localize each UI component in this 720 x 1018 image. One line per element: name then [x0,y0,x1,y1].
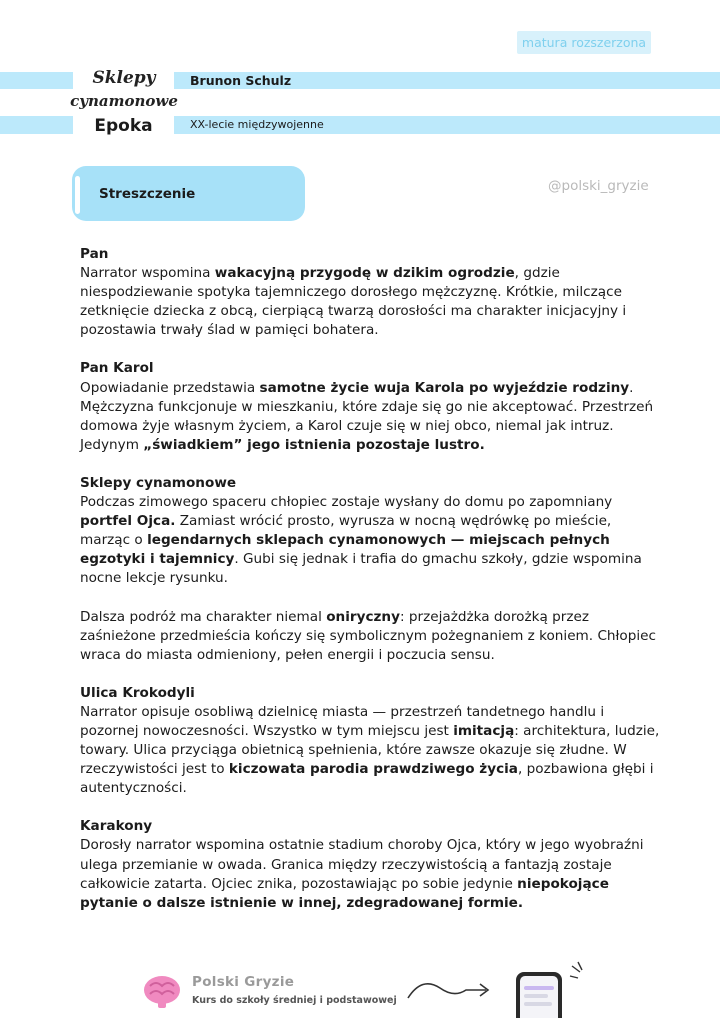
section-title: Karakony [80,818,153,835]
phone-icon [498,958,608,1018]
summary-section [80,817,660,912]
social-handle: @polski_gryzie [548,178,649,194]
title-logo [70,64,178,114]
footer-brand: Polski Gryzie [192,974,295,990]
section-text [80,703,660,798]
section-title: Pan [80,246,109,262]
summary-section [80,245,660,340]
plain-text: Narrator opisuje osobliwą dzielnicę miasta — przestrzeń tandetnego handlu i pozornej nowoczesności. Wszystko w tym miejscu jest [80,703,605,739]
summary-section [80,684,660,799]
plain-text: Zamiast wrócić prosto, wyrusza w nocną wędrówkę po mieście, marząc o [80,513,612,549]
plain-text: Dalsza podróż ma charakter niemal [80,608,327,625]
plain-text: : architektura, ludzie, towary. Ulica przyciąga obietnicą spełnienia, które zawsze okazuje się złudne. W rzeczywistości jest to [80,722,660,778]
section-title: Ulica Krokodyli [80,684,195,701]
brain-icon [140,972,184,1010]
tab-label: Streszczenie [99,186,196,202]
section-text [80,379,660,455]
emphasis-text: imitacją [453,722,515,739]
emphasis-text: samotne życie wuja Karola po wyjeździe rodziny [259,379,630,396]
svg-text:Sklepy: Sklepy [92,68,156,88]
summary-section [80,359,660,454]
emphasis-text: legendarnych sklepach cynamonowych — miejscach pełnych egzotyki i tajemnicy [80,532,610,568]
svg-text:cynamonowe: cynamonowe [70,92,178,110]
summary-section [80,608,660,665]
section-title: Pan Karol [80,360,154,377]
plain-text: Dorosły narrator wspomina ostatnie stadium choroby Ojca, który w jego wyobraźni ulega przemianie w owada. Granica między rzeczywistością a fantazją zostaje całkowicie zatarta. Ojciec znika, pozostawiając po sobie jedynie [80,837,644,892]
summary-section [80,474,660,589]
emphasis-text: portfel Ojca. [80,513,176,530]
section-text [80,493,660,588]
summary-content [80,245,660,932]
emphasis-text: wakacyjną przygodę w dzikim ogrodzie [214,265,515,282]
section-text [80,264,660,340]
epoka-label: Epoka [94,116,153,136]
section-text [80,836,660,912]
plain-text: Narrator wspomina [80,265,215,282]
author-name: Brunon Schulz [190,73,292,88]
plain-text: : przejażdżka dorożką przez zaśnieżone przedmieścia kończy się symbolicznym pożegnaniem z koniem. Chłopiec wraca do miasta odmieniony, pełen energii i poczucia sensu. [80,608,656,663]
emphasis-text: niepokojące pytanie o dalsze istnienie w innej, zdegradowanej formie. [80,875,609,911]
footer-tagline: Kurs do szkoły średniej i podstawowej [192,995,397,1006]
plain-text: Podczas zimowego spaceru chłopiec zostaje wysłany do domu po zapomniany [80,494,613,511]
curved-arrow-icon [404,972,494,1008]
plain-text: , gdzie niespodziewanie spotyka tajemniczego dorosłego mężczyznę. Krótkie, milczące zetknięcie dziecka z obcą, cierpiącą twarzą dorosłości ma charakter inicjacyjny i pozostawia trwały ślad w pamięci bohatera. [80,265,627,339]
section-text [80,608,660,665]
plain-text: Opowiadanie przedstawia [80,379,260,396]
emphasis-text: kiczowata parodia prawdziwego życia [228,761,518,778]
plain-text: . Gubi się jednak i trafia do gmachu szkoły, gdzie wspomina nocne lekcje rysunku. [80,551,642,587]
level-badge: matura rozszerzona [517,31,651,54]
epoka-value: XX-lecie międzywojenne [190,118,324,131]
plain-text: . Mężczyzna funkcjonuje w mieszkaniu, które zdaje się go nie akceptować. Przestrzeń domowa żyje własnym życiem, a Karol czuje się w niej obco, niemal jak intruz. Jedynym [80,379,654,453]
emphasis-text: oniryczny [326,608,400,625]
emphasis-text: „świadkiem” jego istnienia pozostaje lustro. [143,436,485,453]
section-title: Sklepy cynamonowe [80,474,237,491]
plain-text: , pozbawiona głębi i autentyczności. [80,761,654,797]
